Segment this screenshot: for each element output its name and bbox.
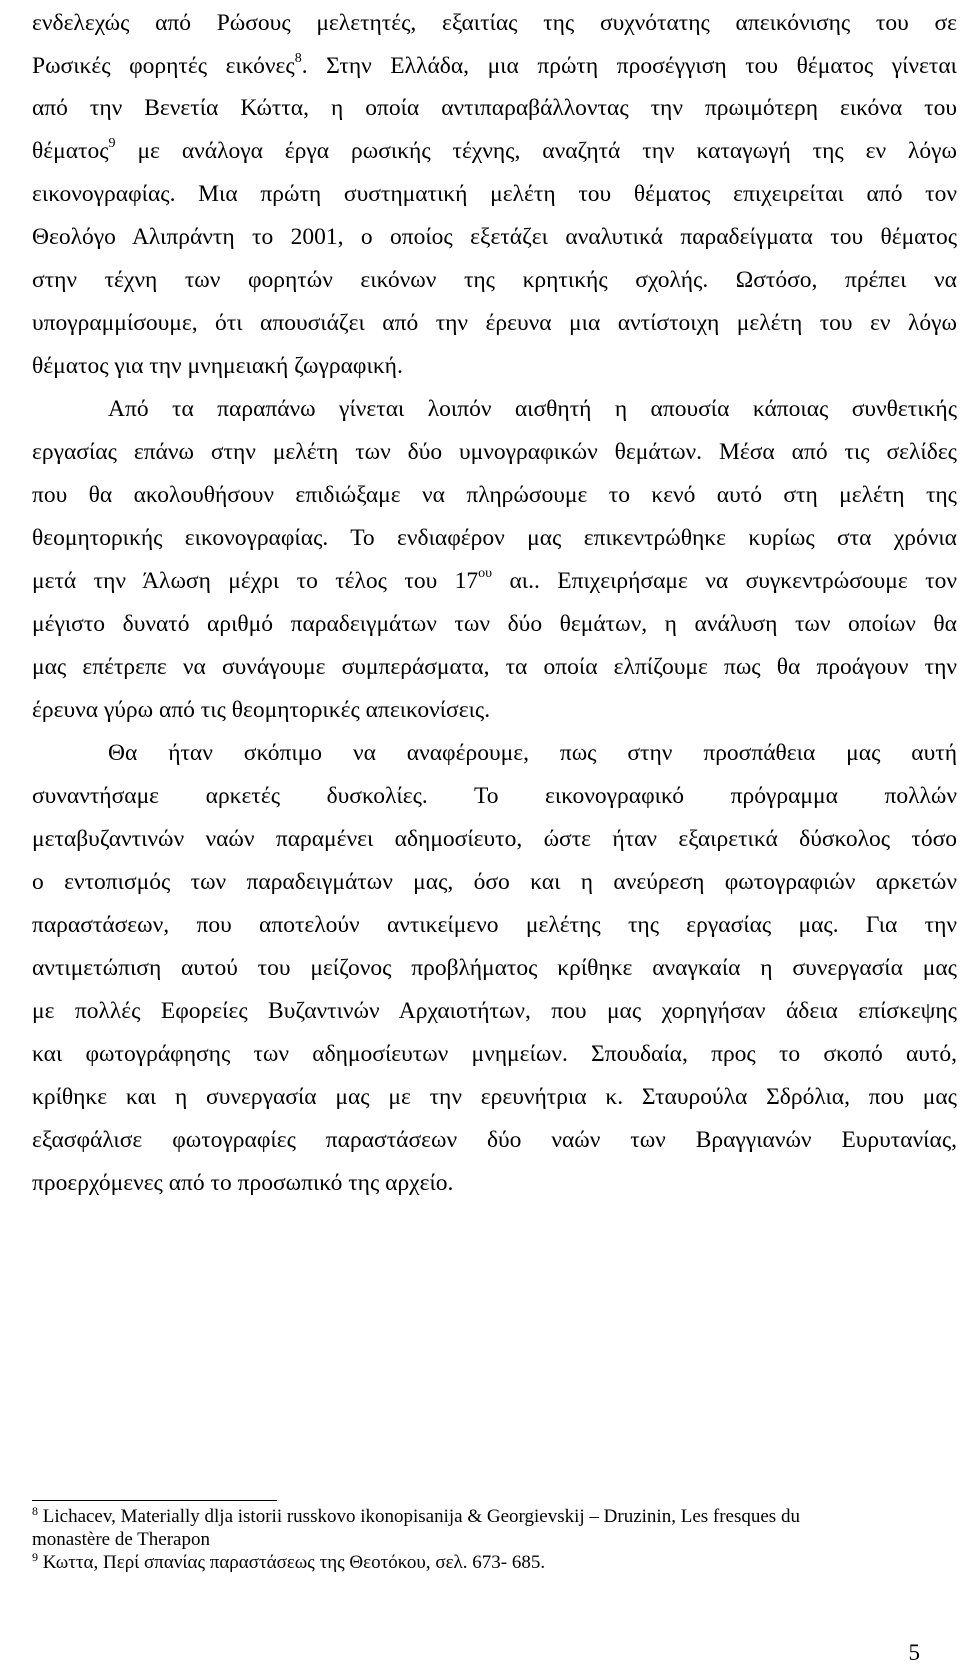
body-line: θέματος για την μνημειακή ζωγραφική. <box>32 353 403 379</box>
body-line: αντιμετώπιση αυτού του μείζονος προβλήματος κρίθηκε αναγκαία η συνεργασία μας <box>32 955 957 981</box>
body-line: εργασίας επάνω στην μελέτη των δύο υμνογραφικών θεμάτων. Μέσα από τις σελίδες <box>32 439 957 465</box>
page-number: 5 <box>908 1640 920 1665</box>
body-line: μεταβυζαντινών ναών παραμένει αδημοσίευτο, ώστε ήταν εξαιρετικά δύσκολος τόσο <box>32 826 957 852</box>
footnote-ref-9[interactable]: 9 <box>108 136 116 151</box>
footnote-separator <box>32 1500 277 1501</box>
footnote-ref-8[interactable]: 8 <box>294 51 302 66</box>
body-line: θεομητορικής εικονογραφίας. Το ενδιαφέρον μας επικεντρώθηκε κυρίως στα χρόνια <box>32 525 957 551</box>
body-line: μέγιστο δυνατό αριθμό παραδειγμάτων των δύο θεμάτων, η ανάλυση των οποίων θα <box>32 611 957 637</box>
footnote-9: $^9$ Κωττα, Περί σπανίας παραστάσεως της Θεοτόκου, σελ. 673- 685. <box>32 1550 546 1573</box>
body-line: κρίθηκε και η συνεργασία μας με την ερευνήτρια κ. Σταυρούλα Σδρόλια, που μας <box>32 1084 957 1110</box>
body-line: στην τέχνη των φορητών εικόνων της κρητικής σχολής. Ωστόσο, πρέπει να <box>32 267 957 293</box>
body-line: θέματος$^9$ με ανάλογα έργα ρωσικής τέχνης, αναζητά την καταγωγή της εν λόγω <box>32 136 957 164</box>
body-line: Θεολόγο Αλιπράντη το 2001, ο οποίος εξετάζει αναλυτικά παραδείγματα του θέματος <box>32 224 957 250</box>
ordinal-superscript: ου <box>478 566 493 581</box>
body-line: έρευνα γύρω από τις θεομητορικές απεικονίσεις. <box>32 697 491 723</box>
body-line: Θα ήταν σκόπιμο να αναφέρουμε, πως στην προσπάθεια μας αυτή <box>108 740 957 766</box>
body-line: εξασφάλισε φωτογραφίες παραστάσεων δύο ναών των Βραγγιανών Ευρυτανίας, <box>32 1127 957 1153</box>
footnote-8: $^8$ Lichacev, Materially dlja istorii russkovo ikonopisanija & Georgievskij – Druzinin, Les fresques du <box>32 1504 800 1527</box>
body-line: Από τα παραπάνω γίνεται λοιπόν αισθητή η απουσία κάποιας συνθετικής <box>108 396 957 422</box>
body-line: και φωτογράφησης των αδημοσίευτων μνημείων. Σπουδαία, προς το σκοπό αυτό, <box>32 1041 957 1067</box>
body-line: με πολλές Εφορείες Βυζαντινών Αρχαιοτήτων, που μας χορηγήσαν άδεια επίσκεψης <box>32 998 957 1024</box>
body-line: μετά την Άλωση μέχρι το τέλος του $17^{o\upsilon}$ αι.. Επιχειρήσαμε να συγκεντρώσουμε τον <box>32 566 957 594</box>
body-line: Ρωσικές φορητές εικόνες$^8$. Στην Ελλάδα, μια πρώτη προσέγγιση του θέματος γίνεται <box>32 51 957 79</box>
body-line: παραστάσεων, που αποτελούν αντικείμενο μελέτης της εργασίας μας. Για την <box>32 912 957 938</box>
body-line: που θα ακολουθήσουν επιδιώξαμε να πληρώσουμε το κενό αυτό στη μελέτη της <box>32 482 957 508</box>
footnote-8-continued: monastère de Therapon <box>32 1529 210 1550</box>
body-line: εικονογραφίας. Μια πρώτη συστηματική μελέτη του θέματος επιχειρείται από τον <box>32 181 957 207</box>
body-line: από την Βενετία Κώττα, η οποία αντιπαραβάλλοντας την πρωιμότερη εικόνα του <box>32 95 957 121</box>
body-line: προερχόμενες από το προσωπικό της αρχείο. <box>32 1170 454 1196</box>
body-line: μας επέτρεπε να συνάγουμε συμπεράσματα, τα οποία ελπίζουμε πως θα προάγουν την <box>32 654 957 680</box>
body-line: ο εντοπισμός των παραδειγμάτων μας, όσο και η ανεύρεση φωτογραφιών αρκετών <box>32 869 957 895</box>
body-line: υπογραμμίσουμε, ότι απουσιάζει από την έρευνα μια αντίστοιχη μελέτη του εν λόγω <box>32 310 957 336</box>
body-line: συναντήσαμε αρκετές δυσκολίες. Το εικονογραφικό πρόγραμμα πολλών <box>32 783 957 809</box>
body-line: ενδελεχώς από Ρώσους μελετητές, εξαιτίας της συχνότατης απεικόνισης του σε <box>32 10 957 36</box>
